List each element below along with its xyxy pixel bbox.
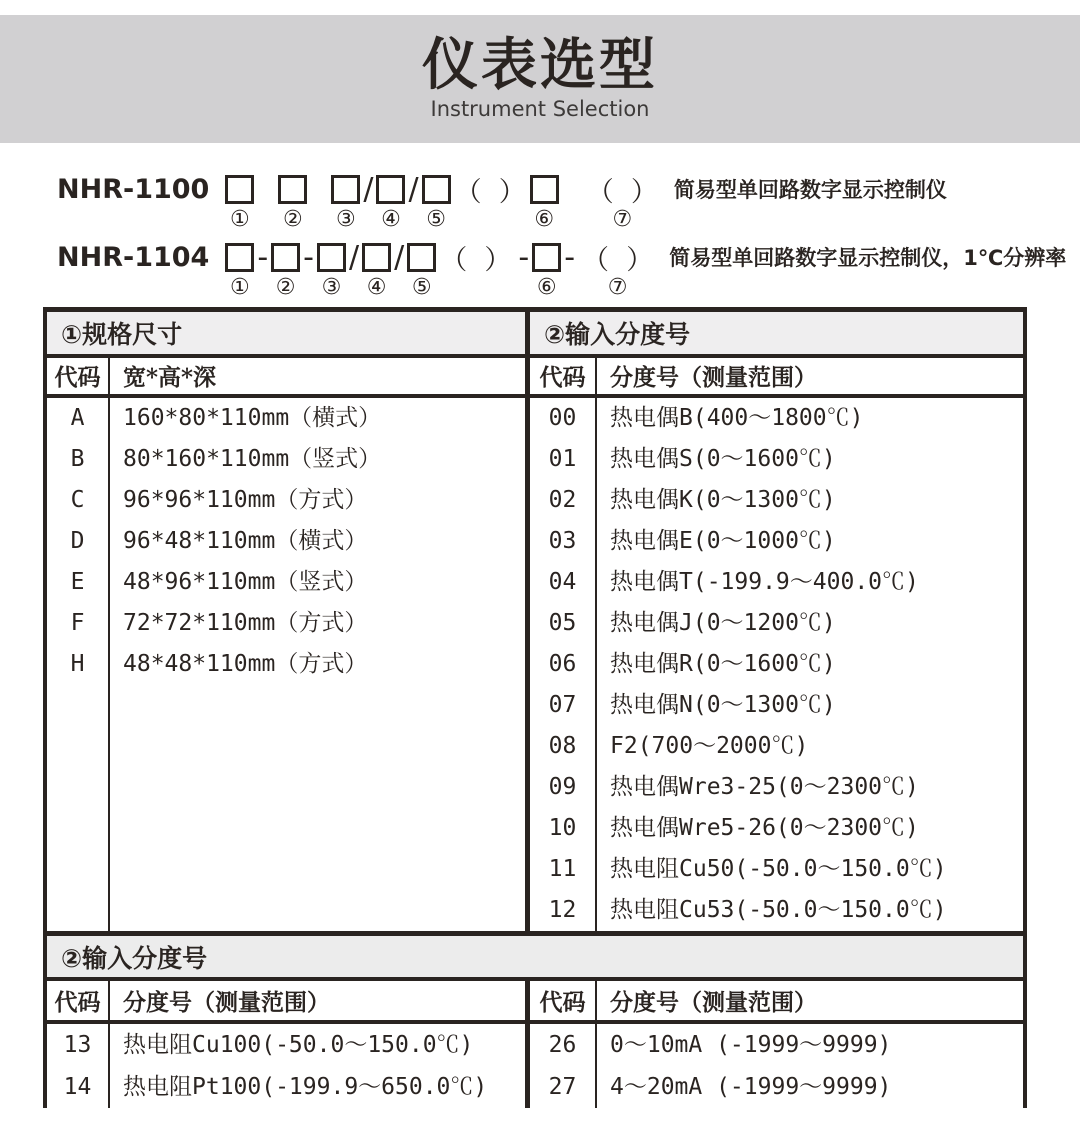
cell-value: 48*48*110mm（方式） [123,651,368,677]
cell-code: 27 [530,1066,597,1108]
cell-value: 热电偶Wre3-25(0～2300℃) [610,774,919,800]
option-box [376,175,405,204]
table-row [530,603,1023,644]
cell-value: 0～10mA (-1999～9999) [610,1032,892,1058]
cell-value: 160*80*110mm（横式） [123,405,382,431]
option-box [407,243,436,272]
model-name: NHR-1100 [57,173,210,205]
model-segment-gap [559,171,583,237]
segment-symbol [225,239,254,275]
table2-left-half [47,981,530,1108]
table-subheader-row [530,981,1023,1024]
model-segment-box [331,171,360,237]
model-segment-sep [360,171,376,237]
table-row [47,480,525,521]
circled-number-label: ⑤ [411,275,432,300]
model-segment-box [317,239,346,305]
option-box [331,175,360,204]
model-segment-box [271,239,300,305]
cell-value: 热电偶K(0～1300℃) [610,487,836,513]
option-box [225,243,254,272]
segment-symbol [271,239,300,275]
circled-number-label: ③ [321,275,342,300]
option-box [422,175,451,204]
cell-code: 12 [530,890,597,931]
cell-value: 热电偶T(-199.9～400.0℃) [610,569,919,595]
column-header-value: 分度号（测量范围） [610,364,817,391]
model-segment-box [422,171,451,237]
model-segment-box [532,239,561,305]
segment-symbol: （ ） [586,176,658,208]
cell-value: 热电偶R(0～1600℃) [610,651,836,677]
cell-value: 热电偶Wre5-26(0～2300℃) [610,815,919,841]
segment-symbol: - [564,239,576,275]
cell-value: 48*96*110mm（竖式） [123,569,368,595]
table-subheader-row [47,358,525,398]
table-rows [530,1024,1023,1108]
cell-code: A [47,398,110,439]
cell-code-empty [47,685,110,931]
model-segment-gap [254,171,278,237]
model-segment-sep [561,239,578,305]
table-rows [47,1024,525,1108]
circled-number-label: ① [229,207,250,232]
cell-value: 热电偶E(0～1000℃) [610,528,836,554]
model-segment-paren [451,171,530,237]
column-header-value: 分度号（测量范围） [610,989,817,1016]
circled-number-label: ② [282,207,303,232]
segment-symbol [407,239,436,275]
segment-symbol: - [518,239,530,275]
circled-number-label: ② [275,275,296,300]
cell-value: 热电偶J(0～1200℃) [610,610,836,636]
cell-code: 04 [530,562,597,603]
table-row [530,562,1023,603]
table-row [47,439,525,480]
model-description-segment [657,239,1066,305]
circled-number-label: ③ [335,207,356,232]
model-segment-box [225,239,254,305]
model-segment-sep [515,239,532,305]
model-segment-sep [391,239,407,305]
cell-code: 13 [47,1024,110,1066]
model-segment-gap [307,171,331,237]
table-row [47,521,525,562]
cell-value: 96*96*110mm（方式） [123,487,368,513]
cell-value: 热电偶B(400～1800℃) [610,405,864,431]
circled-number-label: ① [229,275,250,300]
circled-number-label: ⑤ [426,207,446,232]
table-row [530,685,1023,726]
table-row [530,726,1023,767]
segment-symbol: / [349,239,360,275]
cell-code: 09 [530,767,597,808]
cell-value: 热电偶N(0～1300℃) [610,692,836,718]
segment-symbol: （ ） [454,176,526,208]
table-row [530,890,1023,931]
segment-symbol [331,171,360,207]
model-name-segment [57,239,225,305]
table2-section-header: ②输入分度号 [47,936,1023,981]
circled-number-label: ⑦ [607,275,628,300]
table-rows [530,398,1023,931]
table-row [47,562,525,603]
table-subheader-row [530,358,1023,398]
cell-code: 01 [530,439,597,480]
cell-value-empty [110,685,525,931]
cell-code: C [47,480,110,521]
table-row [530,1024,1023,1066]
cell-value: 72*72*110mm（方式） [123,610,368,636]
column-header-value: 分度号（测量范围） [123,989,330,1016]
cell-value: 热电偶S(0～1600℃) [610,446,836,472]
cell-value: F2(700～2000℃) [610,733,809,759]
model-name-segment [57,171,225,237]
table2-right-half [530,981,1023,1108]
table-row [530,644,1023,685]
circled-number-label: ⑥ [536,275,557,300]
table-row [47,398,525,439]
circled-number-label: ⑦ [612,207,633,232]
table-row [47,603,525,644]
circled-number-label: ⑥ [534,207,555,232]
table-row [47,1024,525,1066]
option-box [278,175,307,204]
cell-value: 热电阻Pt100(-199.9～650.0℃) [123,1074,488,1100]
cell-code: 10 [530,808,597,849]
table1-left-half [47,312,530,931]
table-row [530,767,1023,808]
cell-code: 07 [530,685,597,726]
column-header-code: 代码 [47,981,110,1020]
table-rows [47,398,525,931]
model-line [57,239,1080,305]
model-segment-box [530,171,559,237]
segment-symbol [225,171,254,207]
model-segment-box [362,239,391,305]
cell-code: F [47,603,110,644]
cell-code: 11 [530,849,597,890]
cell-code: B [47,439,110,480]
model-code-section [57,171,1080,305]
model-segment-sep [254,239,271,305]
model-line [57,171,1080,237]
circled-number-label: ④ [366,275,387,300]
segment-symbol [362,239,391,275]
table-row [530,480,1023,521]
table-row-filler [47,685,525,931]
option-box [532,243,561,272]
table-row [530,439,1023,480]
cell-code: 05 [530,603,597,644]
cell-code: 14 [47,1066,110,1108]
circled-number-label: ④ [381,207,401,232]
model-segment-paren [583,171,662,237]
model-segment-box [225,171,254,237]
column-header-code: 代码 [530,981,597,1020]
option-box [362,243,391,272]
segment-symbol [530,171,559,207]
model-name: NHR-1104 [57,241,210,273]
model-segment-box [278,171,307,237]
page-subtitle: Instrument Selection [430,97,650,122]
cell-code: 00 [530,398,597,439]
segment-symbol [278,171,307,207]
model-description: 简易型单回路数字显示控制仪，1℃分辨率 [669,246,1067,270]
cell-value: 热电阻Cu53(-50.0～150.0℃) [610,897,947,923]
segment-symbol: - [303,239,314,275]
cell-code: 02 [530,480,597,521]
table-row [530,808,1023,849]
model-segment-paren [578,239,657,305]
cell-code: 06 [530,644,597,685]
table-section-header: ②输入分度号 [530,312,1023,358]
model-segment-paren [436,239,515,305]
table-row [530,398,1023,439]
cell-value: 80*160*110mm（竖式） [123,446,382,472]
table-row [530,1066,1023,1108]
segment-symbol: / [408,171,419,207]
segment-symbol: / [394,239,405,275]
segment-symbol [376,171,405,207]
cell-value: 热电阻Cu100(-50.0～150.0℃) [123,1032,474,1058]
segment-symbol [422,171,451,207]
title-band [0,15,1080,143]
cell-value: 96*48*110mm（横式） [123,528,368,554]
cell-code: 26 [530,1024,597,1066]
table-row [47,1066,525,1108]
option-box [271,243,300,272]
column-header-code: 代码 [47,358,110,394]
column-header-code: 代码 [530,358,597,394]
table-row [47,644,525,685]
selection-table-2 [43,936,1027,1108]
cell-code: 03 [530,521,597,562]
model-segment-sep [405,171,421,237]
model-segment-sep [300,239,317,305]
option-box [225,175,254,204]
cell-value: 4～20mA (-1999～9999) [610,1074,892,1100]
model-description: 简易型单回路数字显示控制仪 [673,178,947,202]
table-row [530,521,1023,562]
cell-code: 08 [530,726,597,767]
cell-code: E [47,562,110,603]
cell-code: D [47,521,110,562]
segment-symbol [317,239,346,275]
table-row [530,849,1023,890]
option-box [317,243,346,272]
cell-value: 热电阻Cu50(-50.0～150.0℃) [610,856,947,882]
page-title: 仪表选型 [422,32,658,98]
model-segment-box [407,239,436,305]
column-header-value: 宽*高*深 [123,364,217,391]
table-section-header: ①规格尺寸 [47,312,525,358]
table-subheader-row [47,981,525,1024]
option-box [530,175,559,204]
cell-code: H [47,644,110,685]
segment-symbol: （ ） [582,244,654,276]
table1-right-half [530,312,1023,931]
table2-halves [47,981,1023,1108]
model-segment-sep [346,239,362,305]
segment-symbol [532,239,561,275]
segment-symbol: （ ） [440,244,512,276]
model-segment-box [376,171,405,237]
segment-symbol: - [257,239,269,275]
selection-table-1 [43,307,1027,936]
segment-symbol: / [363,171,374,207]
model-description-segment [662,171,947,237]
